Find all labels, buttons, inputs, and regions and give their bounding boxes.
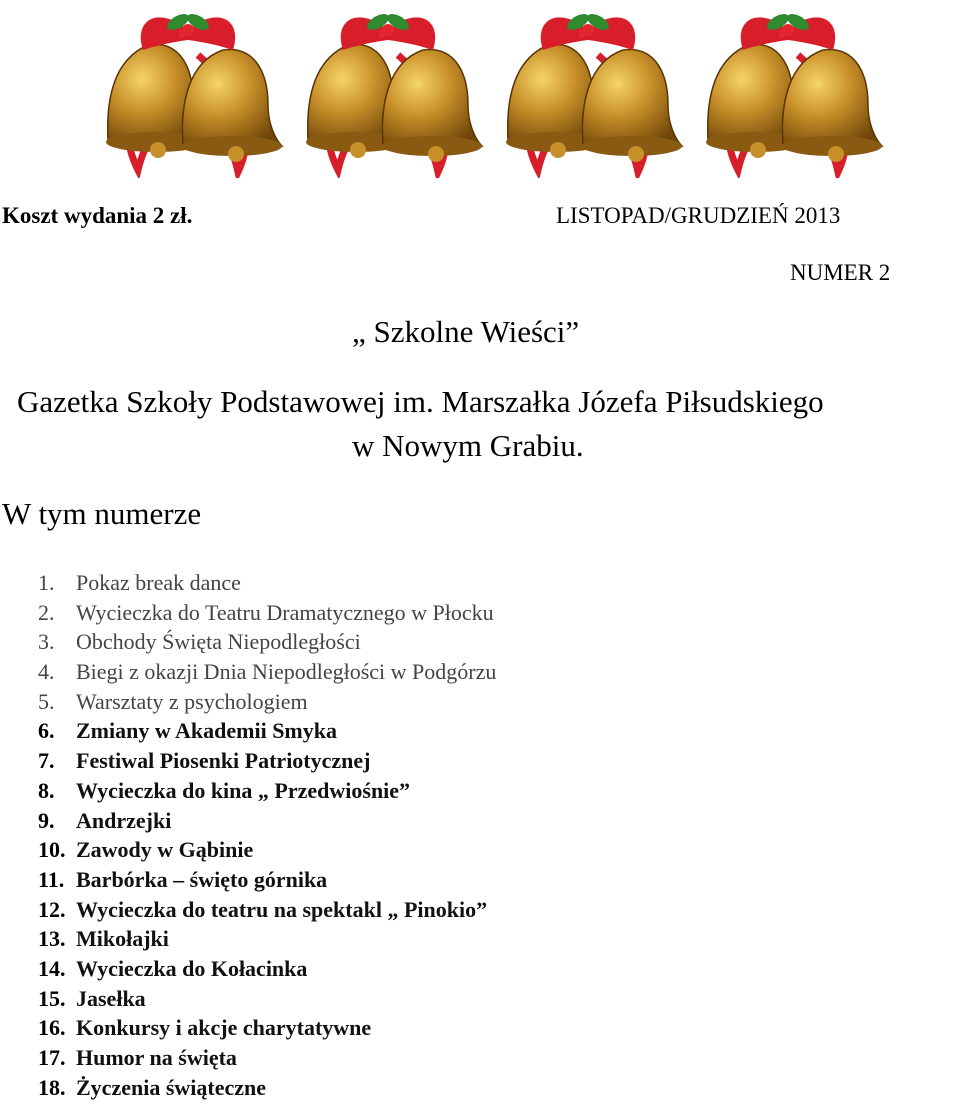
toc-item xyxy=(38,657,496,687)
toc-item xyxy=(38,627,496,657)
toc-item-number: 9. xyxy=(38,807,55,833)
toc-item xyxy=(38,687,496,717)
toc-item-number: 2. xyxy=(38,599,55,625)
toc-item-number: 14. xyxy=(38,955,66,981)
toc-item xyxy=(38,984,496,1014)
toc-item-number: 11. xyxy=(38,866,65,892)
toc-item xyxy=(38,1013,496,1043)
toc-item-text: Biegi z okazji Dnia Niepodległości w Podgórzu xyxy=(76,659,497,685)
toc-item-number: 4. xyxy=(38,659,55,685)
christmas-bells-icon xyxy=(506,11,682,172)
toc-item-number: 3. xyxy=(38,629,55,655)
toc-item xyxy=(38,716,496,746)
christmas-bells-icon xyxy=(106,11,282,172)
toc-item-number: 13. xyxy=(38,926,66,952)
toc-item xyxy=(38,806,496,836)
newsletter-subtitle-line2: w Nowym Grabiu. xyxy=(352,428,584,463)
toc-item-text: Wycieczka do Teatru Dramatycznego w Płocku xyxy=(76,599,494,625)
toc-item-text: Humor na święta xyxy=(76,1045,237,1070)
toc-item-text: Zmiany w Akademii Smyka xyxy=(76,718,337,744)
newsletter-title: „ Szkolne Wieści” xyxy=(352,314,580,349)
toc-item-text: Pokaz break dance xyxy=(76,570,241,595)
toc-item xyxy=(38,954,496,984)
issue-date: LISTOPAD/GRUDZIEŃ 2013 xyxy=(556,203,841,228)
toc-item xyxy=(38,568,496,598)
toc-item-text: Zawody w Gąbinie xyxy=(76,837,254,863)
toc-item xyxy=(38,1043,496,1073)
toc-item xyxy=(38,835,496,865)
toc-item-text: Warsztaty z psychologiem xyxy=(76,688,308,714)
toc-item-number: 15. xyxy=(38,985,66,1011)
toc-item-number: 1. xyxy=(38,570,55,595)
christmas-bells-icon xyxy=(706,11,882,172)
toc-item-text: Andrzejki xyxy=(76,807,172,833)
toc-item-number: 6. xyxy=(38,718,55,744)
toc-item-number: 7. xyxy=(38,748,55,774)
issue-cost: Koszt wydania 2 zł. xyxy=(2,203,193,228)
toc-item-text: Obchody Święta Niepodległości xyxy=(76,629,361,655)
christmas-bells-banner xyxy=(88,0,888,178)
toc-item xyxy=(38,865,496,895)
toc-item xyxy=(38,746,496,776)
toc-item-text: Mikołajki xyxy=(76,926,169,952)
toc-item-text: Jasełka xyxy=(76,985,146,1011)
toc-item-text: Życzenia świąteczne xyxy=(76,1074,266,1100)
toc-item-number: 12. xyxy=(38,896,66,922)
toc-item-text: Konkursy i akcje charytatywne xyxy=(76,1015,372,1041)
christmas-bells-icon xyxy=(306,11,482,172)
toc-item xyxy=(38,598,496,628)
toc-item-text: Wycieczka do Kołacinka xyxy=(76,955,308,981)
toc-item-number: 18. xyxy=(38,1074,66,1100)
issue-number: NUMER 2 xyxy=(790,260,891,285)
toc-item-text: Barbórka – święto górnika xyxy=(76,866,328,892)
toc-item-text: Wycieczka do kina „ Przedwiośnie” xyxy=(76,777,411,803)
toc-item-number: 17. xyxy=(38,1045,66,1070)
toc-item-number: 16. xyxy=(38,1015,66,1041)
toc-item xyxy=(38,924,496,954)
table-of-contents xyxy=(38,568,496,1102)
toc-item-number: 5. xyxy=(38,688,55,714)
toc-item-text: Wycieczka do teatru na spektakl „ Pinokio” xyxy=(76,896,488,922)
toc-item-number: 8. xyxy=(38,777,55,803)
toc-item-number: 10. xyxy=(38,837,66,863)
toc-item xyxy=(38,776,496,806)
toc-heading: W tym numerze xyxy=(2,496,202,531)
toc-item xyxy=(38,895,496,925)
toc-item-text: Festiwal Piosenki Patriotycznej xyxy=(76,748,371,774)
toc-item xyxy=(38,1073,496,1103)
newsletter-subtitle-line1: Gazetka Szkoły Podstawowej im. Marszałka Józefa Piłsudskiego xyxy=(17,384,824,419)
